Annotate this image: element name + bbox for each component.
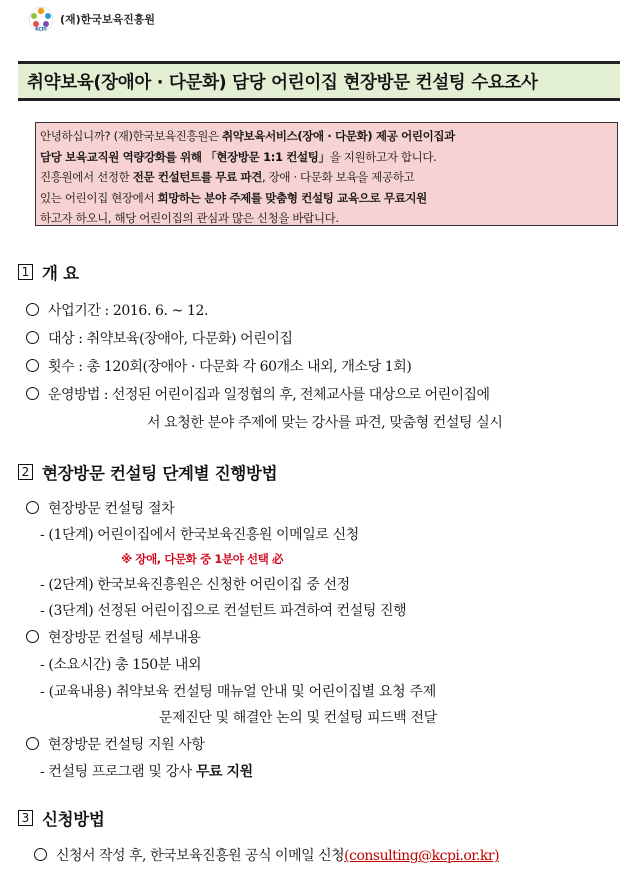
item-text: 사업기간 : 2016. 6. ~ 12. <box>48 303 209 319</box>
email-link[interactable]: (consulting@kcpi.or.kr) <box>344 848 500 864</box>
item-text: 현장방문 컨설팅 세부내용 <box>48 630 201 646</box>
notice-box <box>35 122 618 226</box>
notice-line-3 <box>40 167 613 188</box>
section-title: 현장방문 컨설팅 단계별 진행방법 <box>42 464 278 483</box>
overview-item-method-cont: 서 요청한 분야 주제에 맞는 강사를 파견, 맞춤형 컨설팅 실시 <box>147 415 503 431</box>
notice-line-5 <box>40 208 613 229</box>
notice-emphasis: 희망하는 분야 주제를 맞춤형 컨설팅 교육으로 무료지원 <box>157 190 427 205</box>
overview-item-period <box>26 300 208 320</box>
process-step-2: - (2단계) 한국보육진흥원은 신청한 어린이집 중 선정 <box>40 577 350 593</box>
detail-content: - (교육내용) 취약보육 컨설팅 매뉴얼 안내 및 어린이집별 요청 주제 <box>40 684 436 700</box>
circle-bullet-icon <box>26 387 39 400</box>
document-title: 취약보육(장애아 · 다문화) 담당 어린이집 현장방문 컨설팅 수요조사 <box>27 72 538 93</box>
notice-emphasis: 전문 컨설턴트를 무료 파견 <box>132 170 262 185</box>
notice-text: , 장애 · 다문화 보육을 제공하고 <box>262 170 415 185</box>
overview-item-target <box>26 328 293 348</box>
section-3-heading <box>18 806 105 830</box>
support-heading <box>26 734 205 754</box>
notice-text: 안녕하십니까? (재)한국보육진흥원은 <box>40 129 223 143</box>
section-number: 1 <box>18 264 33 280</box>
item-text: 현장방문 컨설팅 지원 사항 <box>48 737 205 753</box>
notice-text: 있는 어린이집 현장에서 <box>40 190 158 205</box>
notice-text: 하고자 하오니, 해당 어린이집의 관심과 많은 신청을 바랍니다. <box>40 211 339 226</box>
section-1-heading <box>18 260 79 284</box>
item-text: 신청서 작성 후, 한국보육진흥원 공식 이메일 신청 <box>56 848 345 864</box>
item-text: 대상 : 취약보육(장애아, 다문화) 어린이집 <box>48 331 293 347</box>
detail-heading <box>26 627 200 647</box>
notice-line-4 <box>40 188 613 209</box>
section-2-heading <box>18 460 277 484</box>
process-step-1-note: ※ 장애, 다문화 중 1분야 선택 必 <box>121 552 284 566</box>
overview-item-count <box>26 356 411 376</box>
circle-bullet-icon <box>26 630 39 643</box>
org-name: (재)한국보육진흥원 <box>60 13 156 26</box>
document-title-box <box>18 61 620 101</box>
item-emphasis: 무료 지원 <box>195 764 253 780</box>
notice-text: 진흥원에서 선정한 <box>40 170 133 185</box>
notice-line-2 <box>40 147 613 168</box>
section-title: 신청방법 <box>42 810 105 829</box>
circle-bullet-icon <box>26 303 39 316</box>
kcpi-logo <box>28 6 155 32</box>
item-text: - 컨설팅 프로그램 및 강사 <box>40 764 196 780</box>
overview-item-method <box>26 384 489 404</box>
support-item <box>40 761 253 781</box>
circle-bullet-icon <box>26 359 39 372</box>
item-text: 횟수 : 총 120회(장애아 · 다문화 각 60개소 내외, 개소당 1회) <box>48 359 412 375</box>
notice-text: 을 지원하고자 합니다. <box>329 149 437 164</box>
detail-content-cont: 문제진단 및 해결안 논의 및 컨설팅 피드백 전달 <box>159 710 437 726</box>
notice-emphasis: 취약보육서비스(장애 · 다문화) 제공 어린이집과 <box>222 129 455 143</box>
notice-line-1 <box>40 126 613 147</box>
logo-text: KCPI <box>35 27 47 32</box>
section-number: 3 <box>18 810 33 826</box>
item-text: 현장방문 컨설팅 절차 <box>48 501 175 517</box>
notice-emphasis: 담당 보육교직원 역량강화를 위해 「현장방문 1:1 컨설팅」 <box>40 149 330 164</box>
section-title: 개 요 <box>42 264 79 283</box>
section-number: 2 <box>18 464 33 480</box>
process-step-3: - (3단계) 선정된 어린이집으로 컨설턴트 파견하여 컨설팅 진행 <box>40 603 407 619</box>
circle-bullet-icon <box>26 501 39 514</box>
process-heading <box>26 498 174 518</box>
circle-bullet-icon <box>26 737 39 750</box>
circle-bullet-icon <box>34 848 47 861</box>
detail-duration: - (소요시간) 총 150분 내외 <box>40 657 202 673</box>
item-text: 운영방법 : 선정된 어린이집과 일정협의 후, 전체교사를 대상으로 어린이집에 <box>48 387 490 403</box>
kcpi-logo-icon <box>28 6 54 32</box>
process-step-1: - (1단계) 어린이집에서 한국보육진흥원 이메일로 신청 <box>40 527 359 543</box>
apply-item <box>34 845 499 865</box>
circle-bullet-icon <box>26 331 39 344</box>
